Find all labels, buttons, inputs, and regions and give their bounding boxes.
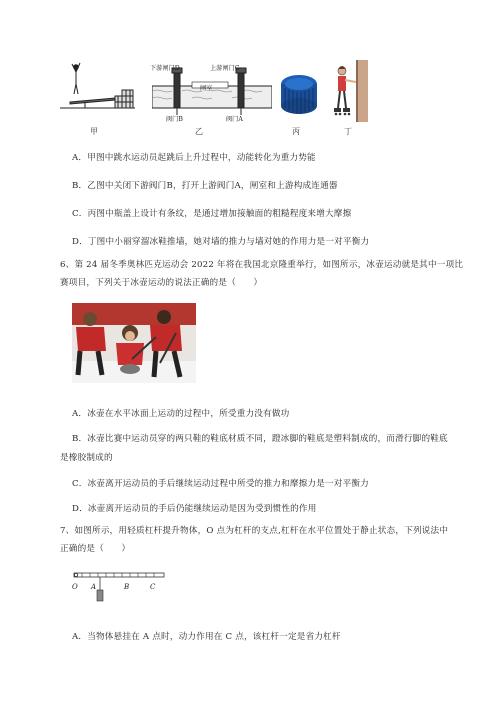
q7-option-a: A．当物体悬挂在 A 点时，动力作用在 C 点，该杠杆一定是省力杠杆 <box>72 632 341 642</box>
lever-diagram <box>68 570 168 620</box>
figure-label-ding: 丁 <box>344 127 352 136</box>
q6-stem-line2: 赛项目，下列关于冰壶运动的说法正确的是（ ） <box>60 278 263 288</box>
q6-option-c: C．冰壶离开运动员的手后继续运动过程中所受的推力和摩擦力是一对平衡力 <box>72 479 369 489</box>
q6-stem-line1: 6、第 24 届冬季奥林匹克运动会 2022 年将在我国北京隆重举行，如图所示，冰壶运动就是其中一项比 <box>60 260 464 270</box>
q5-option-a: A．甲图中跳水运动员起跳后上升过程中，动能转化为重力势能 <box>72 153 316 163</box>
q6-option-b-line1: B．冰壶比赛中运动员穿的两只鞋的鞋底材质不同，蹬冰脚的鞋底是塑料制成的，而滑行脚的鞋底 <box>72 434 448 444</box>
figure-strip <box>60 58 360 138</box>
diving-figure <box>60 58 135 123</box>
q7-stem-line1: 7、如图所示，用轻质杠杆提升物体，O 点为杠杆的支点,杠杆在水平位置处于静止状态，下列说法中 <box>60 526 449 536</box>
skater-figure <box>330 60 370 125</box>
q5-option-b: B．乙图中关闭下游阀门B，打开上游阀门A，闸室和上游构成连通器 <box>72 181 338 191</box>
q6-option-b-line2: 是橡胶制成的 <box>60 453 113 463</box>
chamber-label: 闸室 <box>200 85 213 92</box>
q6-option-d: D．冰壶离开运动员的手后仍能继续运动是因为受到惯性的作用 <box>72 504 317 514</box>
q7-stem-line2: 正确的是（ ） <box>60 544 131 554</box>
downstream-gate-label: 下游闸门D <box>150 65 180 72</box>
q5-option-d: D．丁图中小丽穿溜冰鞋推墙，她对墙的推力与墙对她的作用力是一对平衡力 <box>72 237 370 247</box>
figure-label-bing: 丙 <box>292 127 300 136</box>
valve-a-label: 阀门A <box>226 116 243 123</box>
upstream-gate-label: 上游闸门C <box>210 65 240 72</box>
curling-photo <box>72 303 196 383</box>
q6-option-a: A．冰壶在水平冰面上运动的过程中，所受重力没有做功 <box>72 409 290 419</box>
figure-label-yi: 乙 <box>195 127 203 136</box>
lever-point-c: C <box>150 583 156 591</box>
lever-point-o: O <box>72 583 78 591</box>
figure-label-jia: 甲 <box>90 127 98 136</box>
valve-b-label: 阀门B <box>166 116 183 123</box>
lever-point-a: A <box>91 583 97 591</box>
q5-option-c: C．丙图中瓶盖上设计有条纹，是通过增加接触面的粗糙程度来增大摩擦 <box>72 209 352 219</box>
bottle-cap-figure <box>278 72 320 116</box>
lever-point-b: B <box>124 583 130 591</box>
